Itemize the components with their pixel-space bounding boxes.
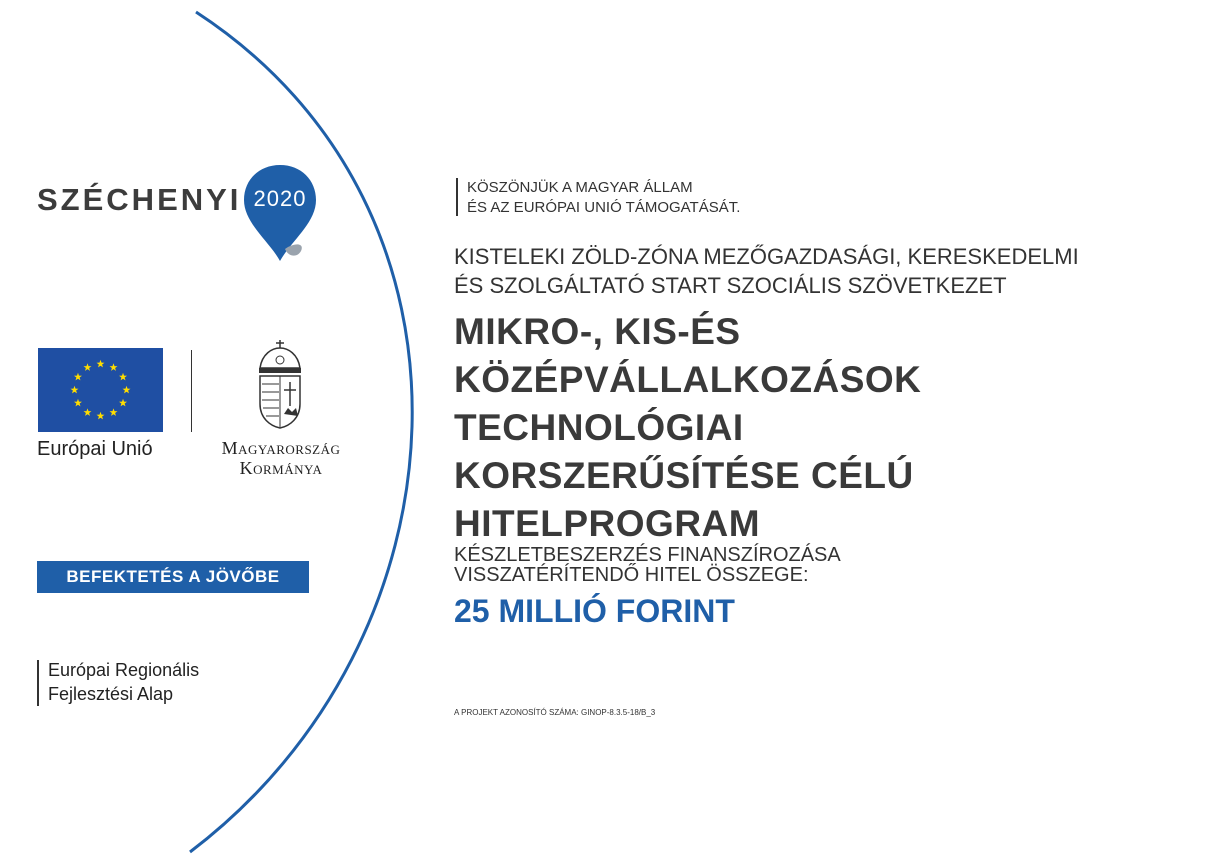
loan-amount: 25 MILLIÓ FORINT bbox=[454, 593, 735, 629]
investment-badge: BEFEKTETÉS A JÖVŐBE bbox=[37, 561, 309, 593]
project-id: A PROJEKT AZONOSÍTÓ SZÁMA: GINOP-8.3.5-18/B_3 bbox=[454, 708, 656, 717]
fund-line-1: Európai Regionális bbox=[48, 660, 200, 680]
loan-description bbox=[454, 545, 841, 585]
szechenyi-wordmark: SZÉCHENYI bbox=[37, 182, 242, 217]
program-title-line-5: HITELPROGRAM bbox=[454, 503, 761, 544]
gov-label-line-2: Kormánya bbox=[239, 458, 323, 478]
thanks-line-1: KÖSZÖNJÜK A MAGYAR ÁLLAM bbox=[467, 179, 693, 196]
program-title bbox=[454, 308, 921, 548]
loan-desc-line-2: VISSZATÉRÍTENDŐ HITEL ÖSSZEGE: bbox=[454, 564, 809, 586]
fund-label bbox=[48, 658, 199, 706]
gov-label-line-1: Magyarország bbox=[221, 438, 341, 458]
thanks-line-2: ÉS AZ EURÓPAI UNIÓ TÁMOGATÁSÁT. bbox=[467, 199, 741, 216]
loan-desc-line-1: KÉSZLETBESZERZÉS FINANSZÍROZÁSA bbox=[454, 544, 841, 566]
fund-divider bbox=[37, 660, 39, 706]
beneficiary-name bbox=[454, 242, 1079, 300]
thanks-text bbox=[467, 178, 740, 218]
thanks-divider bbox=[456, 178, 458, 216]
logo-divider bbox=[191, 350, 192, 432]
program-title-line-2: KÖZÉPVÁLLALKOZÁSOK bbox=[454, 359, 922, 400]
eu-flag-icon bbox=[38, 348, 163, 432]
szechenyi-year: 2020 bbox=[253, 186, 307, 211]
program-title-line-3: TECHNOLÓGIAI bbox=[454, 407, 744, 448]
arc-line bbox=[190, 12, 412, 852]
government-label bbox=[196, 438, 366, 478]
location-pin-icon bbox=[241, 163, 319, 263]
fund-line-2: Fejlesztési Alap bbox=[48, 684, 174, 704]
beneficiary-line-1: KISTELEKI ZÖLD-ZÓNA MEZŐGAZDASÁGI, KERESKEDELMI bbox=[454, 244, 1079, 269]
beneficiary-line-2: ÉS SZOLGÁLTATÓ START SZOCIÁLIS SZÖVETKEZET bbox=[454, 273, 1007, 298]
program-title-line-1: MIKRO-, KIS-ÉS bbox=[454, 311, 741, 352]
eu-label: Európai Unió bbox=[37, 438, 153, 460]
coat-of-arms-icon bbox=[254, 338, 306, 430]
program-title-line-4: KORSZERŰSÍTÉSE CÉLÚ bbox=[454, 455, 914, 496]
